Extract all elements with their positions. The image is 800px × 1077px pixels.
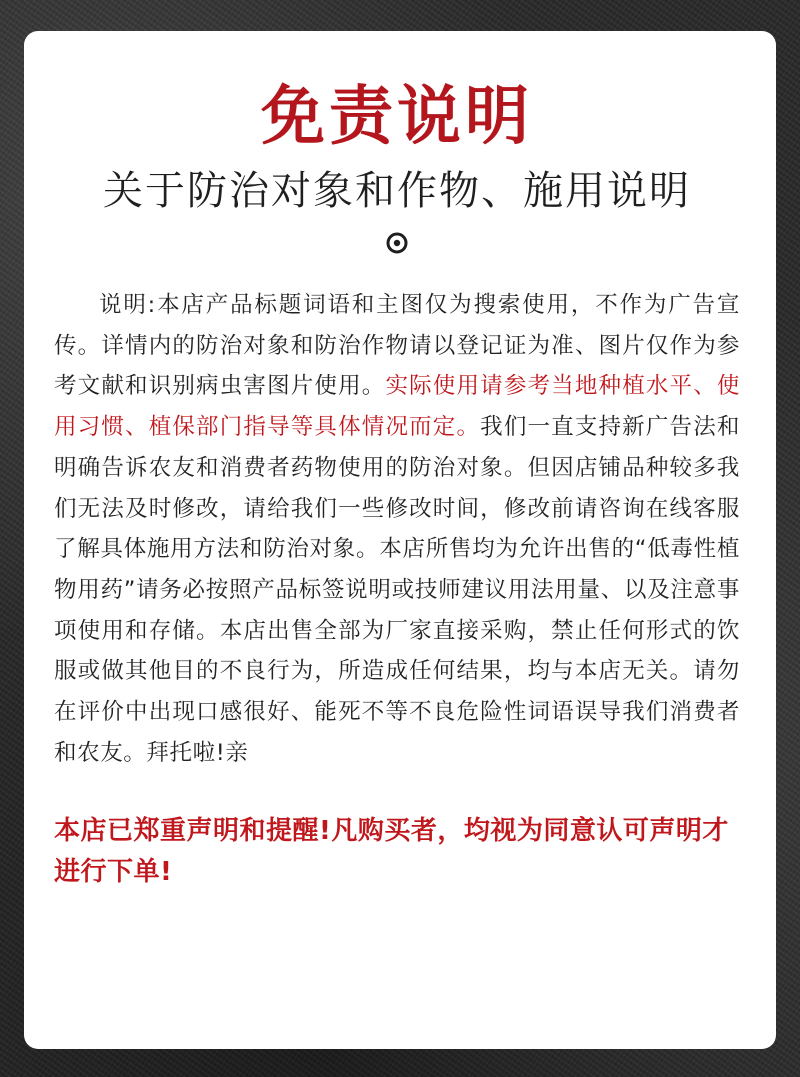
purchase-notice: 本店已郑重声明和提醒!凡购买者，均视为同意认可声明才进行下单! xyxy=(54,816,729,888)
target-circle-icon xyxy=(385,231,409,255)
disclaimer-card xyxy=(24,31,776,1049)
body-text-part2: 我们一直支持新广告法和明确告诉农友和消费者药物使用的防治对象。但因店铺品种较多我们无法及时修改，请给我们一些修改时间，修改前请咨询在线客服了解具体施用方法和防治对象。本店所售均为允许出售的“低毒性植物用药”请务必按照产品标签说明或技师建议用法用量、以及注意事项使用和存储。本店出售全部为厂家直接采购，禁止任何形式的饮服或做其他目的不良行为，所造成任何结果，均与本店无关。请勿在评价中出现口感很好、能死不等不良危险性词语误导我们消费者和农友。拜托啦!亲 xyxy=(54,414,740,766)
disclaimer-body xyxy=(54,285,740,773)
page-title: 免责说明 xyxy=(261,80,533,154)
page-subtitle: 关于防治对象和作物、施用说明 xyxy=(103,168,691,214)
body-text-highlight: 实际使用请参考当地种植水平、使用习惯、植保部门指导等具体情况而定。 xyxy=(54,373,740,441)
body-text-part1: 说明:本店产品标题词语和主图仅为搜索使用，不作为广告宣传。详情内的防治对象和防治作物请以登记证为准、图片仅作为参考文献和识别病虫害图片使用。 xyxy=(54,292,740,400)
